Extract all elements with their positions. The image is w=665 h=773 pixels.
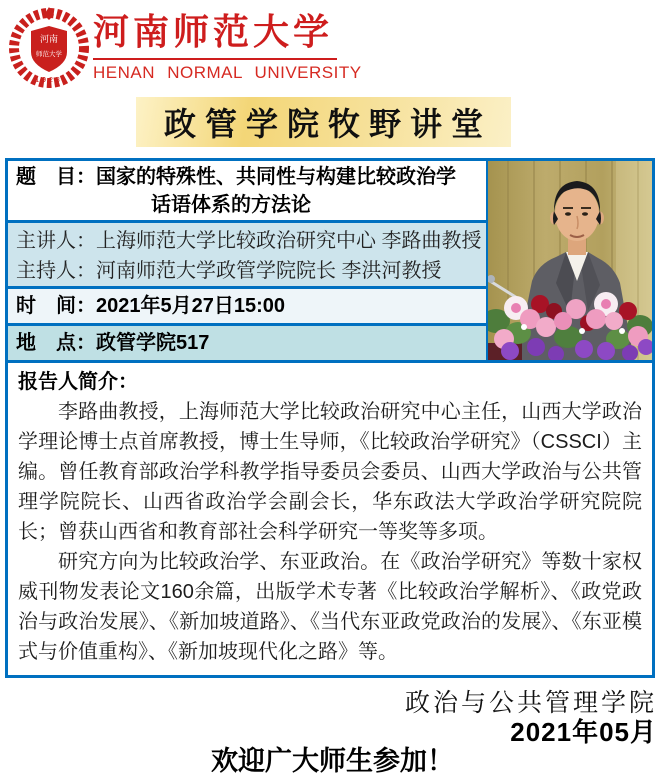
venue-row: 地 点：政管学院517 — [8, 323, 486, 360]
info-rows — [8, 161, 486, 360]
seal-year: 1923 — [35, 77, 63, 84]
bio-paragraph-2: 研究方向为比较政治学、东亚政治。在《政治学研究》等数十家权威刊物发表论文160余篇，出版学术专著《比较政治学解析》、《政党政治与政治发展》、《新加坡道路》、《当代东亚政党政治的发展》、《东亚模式与价值重构》、《新加坡现代化之路》等。 — [18, 551, 642, 663]
lecture-info-table — [5, 158, 655, 678]
lecture-series-title: 政管学院牧野讲堂 — [163, 105, 492, 143]
topic-line2: 话语体系的方法论 — [151, 194, 311, 216]
host-line: 主持人：河南师范大学政管学院院长 李洪河教授 — [16, 260, 442, 282]
university-seal-icon — [8, 6, 90, 90]
seal-text-line2: 师范大学 — [36, 51, 62, 58]
signature-date: 2021年05月 — [510, 717, 657, 747]
university-seal-svg — [8, 6, 90, 88]
lecture-series-banner — [136, 97, 511, 147]
seal-text-line1: 河南 — [39, 34, 59, 44]
bio-paragraph-1: 李路曲教授，上海师范大学比较政治研究中心主任，山西大学政治学理论博士点首席教授，博士生导师，《比较政治学研究》（CSSCI）主编。曾任教育部政治学科教学指导委员会委员、山西大学政治与公共管理学院院长、山西省政治学会副会长，华东政法大学政治学研究院院长；曾获山西省和教育部社会科学研究一等奖等多项。 — [18, 401, 642, 543]
topic-row — [8, 161, 486, 220]
speaker-bio-section — [8, 360, 652, 675]
time-row: 时 间：2021年5月27日15:00 — [8, 286, 486, 323]
topic-line1: 题 目：国家的特殊性、共同性与构建比较政治学 — [16, 166, 456, 188]
university-name-block — [93, 12, 362, 83]
university-name-en: HENAN NORMAL UNIVERSITY — [93, 63, 362, 83]
organizer-signature: 政治与公共管理学院 — [404, 688, 657, 717]
speaker-line: 主讲人：上海师范大学比较政治研究中心 李路曲教授 — [16, 230, 482, 252]
bio-heading: 报告人简介： — [18, 371, 138, 393]
university-name-cn: 河南师范大学 — [93, 12, 337, 60]
welcome-message: 欢迎广大师生参加！ — [211, 746, 454, 773]
speaker-photo-svg — [488, 161, 652, 360]
info-top-section — [8, 161, 652, 360]
speaker-photo — [486, 161, 652, 360]
speakers-row — [8, 220, 486, 286]
